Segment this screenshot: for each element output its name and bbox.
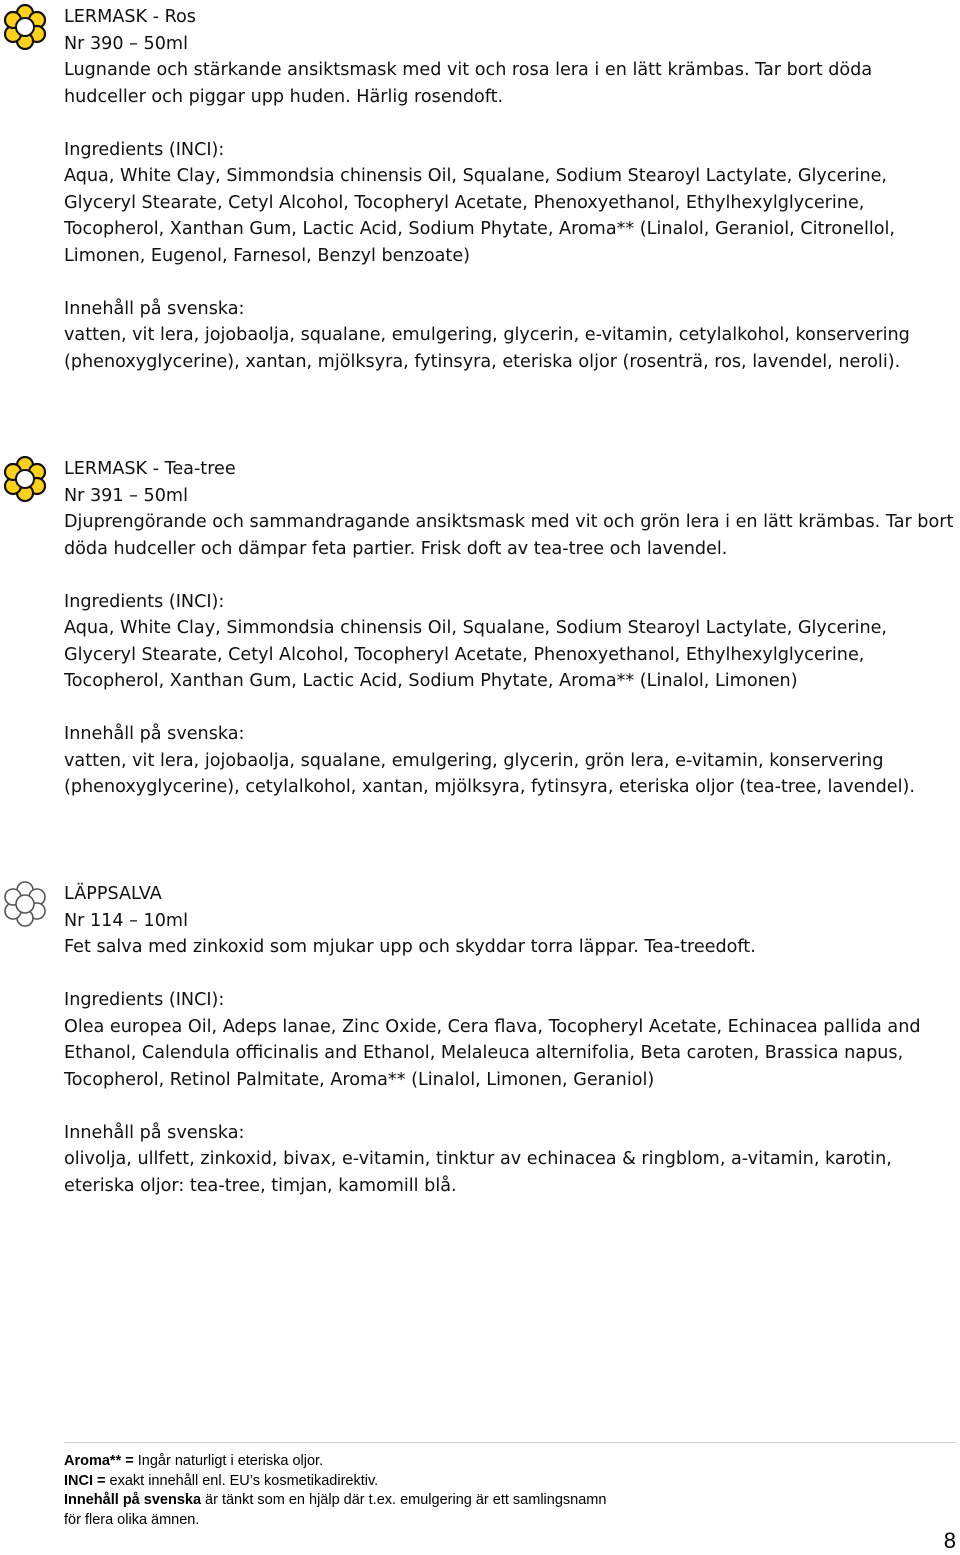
- product-number: Nr 114 – 10ml: [64, 910, 188, 931]
- footnote-inci-term: INCI =: [64, 1472, 106, 1489]
- inci-ingredients: Olea europea Oil, Adeps lanae, Zinc Oxide, Cera flava, Tocopheryl Acetate, Echinacea pallida and Ethanol, Calendula officinalis and Ethanol, Melaleuca alternifolia, Beta caroten, Brassica napus, Tocopherol, Retinol Palmitate, Aroma** (Linalol, Limonen, Geraniol): [64, 1016, 921, 1090]
- product-description: Djuprengörande och sammandragande ansiktsmask med vit och grön lera i en lätt krämbas. Tar bort döda hudceller och dämpar feta partier. Frisk doft av tea-tree och lavendel.: [64, 512, 954, 559]
- inci-heading: Ingredients (INCI):: [64, 139, 225, 160]
- swedish-ingredients: vatten, vit lera, jojobaolja, squalane, emulgering, glycerin, e-vitamin, cetylalkohol, konservering (phenoxyglycerine), xantan, mjölksyra, fytinsyra, eteriska oljor (rosenträ, ros, lavendel, neroli).: [64, 325, 910, 372]
- product-description: Fet salva med zinkoxid som mjukar upp och skyddar torra läppar. Tea-treedoft.: [64, 937, 756, 957]
- footnotes: [64, 1442, 956, 1530]
- swedish-ingredients: olivolja, ullfett, zinkoxid, bivax, e-vitamin, tinktur av echinacea & ringblom, a-vitamin, karotin, eteriska oljor: tea-tree, timjan, kamomill blå.: [64, 1149, 892, 1196]
- inci-ingredients: Aqua, White Clay, Simmondsia chinensis Oil, Squalane, Sodium Stearoyl Lactylate, Glycerine, Glyceryl Stearate, Cetyl Alcohol, Tocopheryl Acetate, Phenoxyethanol, Ethylhexylglycerine, Tocopherol, Xanthan Gum, Lactic Acid, Sodium Phytate, Aroma** (Linalol, Limonen): [64, 618, 888, 691]
- yellow-flower-icon: [2, 4, 48, 50]
- product-title: LERMASK - Tea-tree: [64, 459, 236, 479]
- footnote-swedish: [64, 1491, 624, 1530]
- inci-heading: Ingredients (INCI):: [64, 990, 225, 1010]
- inci-ingredients: Aqua, White Clay, Simmondsia chinensis Oil, Squalane, Sodium Stearoyl Lactylate, Glycerine, Glyceryl Stearate, Cetyl Alcohol, Tocopheryl Acetate, Phenoxyethanol, Ethylhexylglycerine, Tocopherol, Xanthan Gum, Lactic Acid, Sodium Phytate, Aroma** (Linalol, Geraniol, Citronellol, Limonen, Eugenol, Farnesol, Benzyl benzoate): [64, 166, 896, 266]
- swedish-heading: Innehåll på svenska:: [64, 298, 245, 319]
- product-description: Lugnande och stärkande ansiktsmask med vit och rosa lera i en lätt krämbas. Tar bort döda hudceller och piggar upp huden. Härlig rosendoft.: [64, 60, 873, 107]
- outline-flower-icon: [2, 881, 48, 927]
- yellow-flower-icon: [2, 456, 48, 502]
- footnote-aroma: [64, 1452, 956, 1472]
- product-number: Nr 390 – 50ml: [64, 33, 188, 54]
- footnote-swedish-term: Innehåll på svenska: [64, 1492, 202, 1509]
- product-number: Nr 391 – 50ml: [64, 485, 188, 506]
- footnote-swedish-text: är tänkt som en hjälp där t.ex. emulgering är ett samlingsnamn för flera olika ämnen.: [64, 1492, 607, 1528]
- footnote-aroma-text: Ingår naturligt i eteriska oljor.: [133, 1453, 324, 1469]
- inci-heading: Ingredients (INCI):: [64, 591, 225, 612]
- product-title: LÄPPSALVA: [64, 884, 162, 904]
- swedish-ingredients: vatten, vit lera, jojobaolja, squalane, emulgering, glycerin, grön lera, e-vitamin, konservering (phenoxyglycerine), cetylalkohol, xantan, mjölksyra, fytinsyra, eteriska oljor (tea-tree, lavendel).: [64, 750, 915, 797]
- page-number: 8: [943, 1528, 956, 1553]
- footnote-inci: [64, 1472, 956, 1492]
- swedish-heading: Innehåll på svenska:: [64, 724, 245, 744]
- footnote-inci-text: exakt innehåll enl. EU’s kosmetikadirektiv.: [105, 1472, 379, 1489]
- swedish-heading: Innehåll på svenska:: [64, 1122, 245, 1143]
- product-title: LERMASK - Ros: [64, 7, 196, 27]
- footnote-aroma-term: Aroma** =: [64, 1453, 134, 1469]
